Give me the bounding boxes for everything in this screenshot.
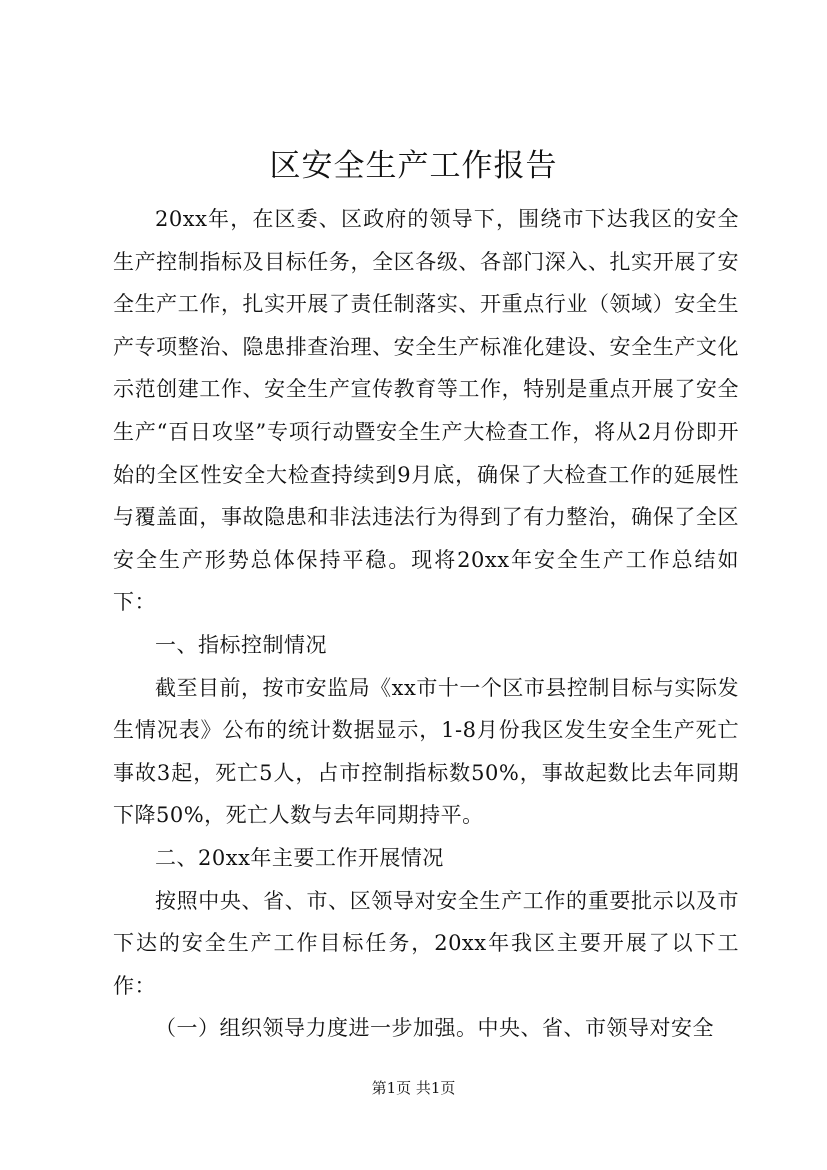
main-work-paragraph: 按照中央、省、市、区领导对安全生产工作的重要批示以及市下达的安全生产工作目标任务，20xx年我区主要开展了以下工作： — [113, 888, 739, 998]
section-heading-indicators: 一、指标控制情况 — [155, 632, 327, 657]
page-number-footer: 第1页 共1页 — [371, 1079, 456, 1097]
section-heading-main-work: 二、20xx年主要工作开展情况 — [155, 845, 444, 870]
organization-paragraph: （一）组织领导力度进一步加强。中央、省、市领导对安全 — [155, 1016, 714, 1041]
document-body — [113, 198, 739, 1050]
document-title: 区安全生产工作报告 — [269, 148, 558, 184]
intro-paragraph: 20xx年，在区委、区政府的领导下，围绕市下达我区的安全生产控制指标及目标任务，全区各级、各部门深入、扎实开展了安全生产工作，扎实开展了责任制落实、开重点行业（领域）安全生产专项整治、隐患排查治理、安全生产标准化建设、安全生产文化示范创建工作、安全生产宣传教育等工作，特别是重点开展了安全生产“百日攻坚”专项行动暨安全生产大检查工作，将从2月份即开始的全区性安全大检查持续到9月底，确保了大检查工作的延展性与覆盖面，事故隐患和非法违法行为得到了有力整治，确保了全区安全生产形势总体保持平稳。现将20xx年安全生产工作总结如下： — [113, 207, 739, 615]
indicators-paragraph: 截至目前，按市安监局《xx市十一个区市县控制目标与实际发生情况表》公布的统计数据显示，1-8月份我区发生安全生产死亡事故3起，死亡5人，占市控制指标数50%，事故起数比去年同期下降50%，死亡人数与去年同期持平。 — [113, 675, 739, 828]
